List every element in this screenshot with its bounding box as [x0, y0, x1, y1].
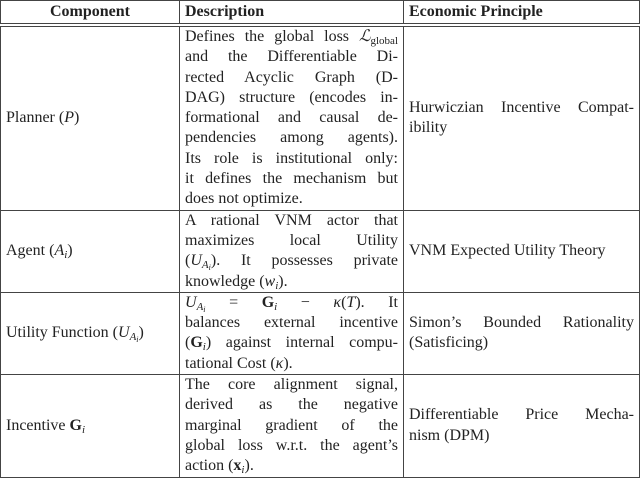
economic-principle-cell	[404, 375, 640, 477]
segment	[409, 406, 634, 423]
description-cell	[180, 375, 404, 477]
text-segment: Defines the global loss	[185, 28, 359, 45]
subscript-text: i	[64, 249, 68, 262]
segment	[409, 119, 447, 136]
segment	[202, 259, 211, 271]
segment	[333, 294, 341, 311]
text-segment: marginal gradient of the	[185, 416, 398, 434]
text-segment: nism (DPM)	[409, 426, 490, 444]
segment	[355, 294, 398, 311]
segment	[64, 109, 74, 126]
text-segment: (	[185, 252, 191, 270]
segment	[185, 48, 398, 65]
segment	[54, 242, 64, 259]
text-line	[409, 98, 634, 118]
subscript-text: A	[129, 331, 137, 344]
text-line	[185, 189, 398, 209]
text-segment: )	[73, 109, 80, 127]
segment	[6, 417, 70, 434]
segment	[185, 28, 359, 45]
text-segment: and the Differentiable Di-	[185, 48, 398, 66]
segment	[409, 99, 634, 116]
text-line	[409, 118, 634, 138]
text-segment: )	[138, 324, 144, 342]
text-segment: action (	[185, 457, 234, 475]
segment	[118, 324, 130, 341]
text-line	[185, 211, 398, 231]
segment	[206, 294, 262, 311]
text-segment: Differentiable Price Mecha-	[409, 406, 634, 424]
text-line	[185, 251, 398, 271]
header-description: Description	[180, 1, 404, 26]
segment	[185, 150, 398, 167]
text-line	[185, 395, 398, 415]
text-segment: balances external incentive	[185, 314, 398, 332]
description-cell	[180, 25, 404, 210]
text-segment: Hurwiczian Incentive Compat-	[409, 99, 634, 117]
text-segment: A rational VNM actor that	[185, 211, 398, 229]
segment	[82, 424, 85, 436]
text-segment: ). It possesses private	[210, 252, 398, 270]
text-segment: ) against internal compu-	[205, 334, 398, 352]
text-segment: T	[346, 293, 356, 311]
segment	[185, 109, 398, 126]
text-segment: rected Acyclic Graph (D-	[185, 68, 398, 86]
subscript-text: i	[202, 341, 206, 354]
text-segment: Incentive	[6, 416, 70, 434]
subscript-text: i	[136, 335, 139, 345]
segment	[185, 396, 398, 413]
segment	[409, 242, 606, 259]
text-segment: ).	[278, 272, 288, 290]
text-segment: derived as the negative	[185, 396, 398, 414]
description-cell	[180, 292, 404, 374]
text-segment: )	[67, 242, 73, 260]
text-segment: global loss w.r.t. the agent’s	[185, 436, 398, 454]
segment	[185, 129, 398, 146]
header-economic-principle: Economic Principle	[404, 1, 640, 26]
segment	[74, 109, 79, 126]
text-segment: G	[261, 293, 275, 311]
text-segment: w	[264, 272, 276, 290]
text-segment: tational Cost (	[185, 354, 276, 372]
header-row	[1, 1, 640, 26]
text-line	[6, 241, 174, 261]
text-segment: (	[341, 293, 347, 311]
text-segment: −	[277, 293, 334, 311]
segment	[6, 109, 64, 126]
text-segment: x	[233, 457, 242, 475]
text-line	[185, 47, 398, 67]
text-segment: (Satisficing)	[409, 334, 489, 352]
text-segment: Utility Function (	[6, 324, 118, 342]
text-line	[185, 68, 398, 88]
segment	[190, 334, 202, 351]
text-line	[185, 128, 398, 148]
text-line	[6, 323, 174, 343]
text-line	[185, 456, 398, 476]
segment	[409, 334, 488, 351]
text-segment: κ	[333, 293, 342, 311]
segment	[185, 376, 398, 393]
text-line	[185, 272, 398, 292]
component-cell	[1, 375, 180, 477]
segment	[67, 242, 72, 259]
text-line	[185, 333, 398, 353]
description-cell	[180, 210, 404, 292]
segment	[346, 294, 355, 311]
header-component: Component	[1, 1, 180, 26]
text-segment: it defines the mechanism but	[185, 170, 398, 188]
segment	[283, 355, 292, 372]
table-row	[1, 25, 640, 210]
text-segment: =	[205, 293, 262, 311]
segment	[409, 427, 489, 444]
text-line	[409, 426, 634, 446]
segment	[206, 334, 398, 351]
text-line	[185, 416, 398, 436]
text-line	[185, 436, 398, 456]
subscript-text: global	[370, 35, 398, 47]
text-line	[409, 333, 634, 353]
text-segment: ℒ	[358, 28, 371, 45]
segment	[371, 35, 399, 47]
text-line	[6, 108, 174, 128]
subscript-text: i	[274, 300, 278, 313]
segment	[244, 457, 253, 474]
text-line	[185, 108, 398, 128]
segment	[264, 272, 279, 292]
text-segment: κ	[275, 354, 284, 372]
text-line	[185, 169, 398, 189]
subscript-text: i	[81, 423, 86, 436]
segment	[185, 355, 276, 372]
segment	[197, 301, 206, 313]
text-line	[185, 27, 398, 47]
subscript-text: i	[241, 464, 245, 477]
segment	[185, 273, 265, 290]
segment	[130, 331, 139, 343]
text-line	[185, 293, 398, 313]
segment	[185, 212, 398, 229]
component-cell	[1, 25, 180, 210]
segment	[185, 457, 233, 474]
text-line	[185, 354, 398, 374]
segment	[359, 28, 371, 45]
text-line	[185, 149, 398, 169]
text-segment: P	[64, 109, 74, 127]
text-segment: does not optimize.	[185, 190, 303, 208]
economic-principle-cell	[404, 210, 640, 292]
table-row	[1, 375, 640, 477]
component-cell	[1, 210, 180, 292]
subscript-text: A	[196, 300, 204, 313]
segment	[6, 242, 54, 259]
text-segment: knowledge (	[185, 272, 265, 290]
text-line	[185, 375, 398, 395]
subscript-text: i	[275, 279, 279, 292]
segment	[6, 324, 118, 341]
text-segment: VNM Expected Utility Theory	[409, 242, 606, 260]
segment	[185, 170, 398, 187]
text-line	[409, 313, 634, 333]
text-segment: G	[69, 416, 82, 434]
text-segment: ). It	[355, 293, 398, 311]
subscript-text: A	[201, 259, 209, 272]
text-segment: Planner (	[6, 109, 65, 127]
text-segment: A	[54, 242, 65, 260]
text-segment: (	[185, 334, 191, 352]
text-line	[185, 313, 398, 333]
segment	[185, 190, 303, 207]
economic-principle-cell	[404, 25, 640, 210]
segment	[190, 252, 202, 269]
segment	[185, 294, 197, 311]
segment	[185, 417, 398, 434]
text-segment: Agent (	[6, 242, 55, 260]
text-segment: Simon’s Bounded Rationality	[409, 314, 634, 332]
segment	[277, 294, 333, 311]
segment	[211, 252, 398, 269]
segment	[185, 69, 398, 86]
text-segment: ).	[283, 354, 293, 372]
text-segment: U	[185, 293, 197, 311]
subscript-text: i	[208, 263, 211, 273]
segment	[70, 417, 82, 434]
text-segment: U	[118, 324, 130, 342]
segment	[139, 324, 144, 341]
subscript-text: i	[203, 304, 206, 314]
text-line	[185, 231, 398, 251]
text-line	[6, 416, 174, 436]
segment	[185, 314, 398, 331]
text-segment: pendencies among agents).	[185, 129, 398, 147]
text-segment: G	[190, 334, 203, 352]
table-row	[1, 292, 640, 374]
text-segment: maximizes local Utility	[185, 231, 398, 249]
table-row	[1, 210, 640, 292]
segment	[278, 273, 287, 290]
text-segment: U	[190, 252, 202, 270]
text-segment: DAG) structure (encodes in-	[185, 88, 398, 106]
segment	[409, 314, 634, 331]
component-cell	[1, 292, 180, 374]
text-line	[409, 241, 634, 261]
segment	[185, 232, 398, 249]
text-segment: Its role is institutional only:	[185, 149, 398, 167]
text-segment: ibility	[409, 119, 448, 137]
text-segment: ).	[244, 457, 254, 475]
economic-principle-cell	[404, 292, 640, 374]
text-segment: The core alignment signal,	[185, 376, 398, 394]
text-segment: formational and causal de-	[185, 109, 398, 127]
segment	[185, 437, 398, 454]
text-line	[409, 405, 634, 425]
segment	[185, 89, 398, 106]
text-line	[185, 88, 398, 108]
segment	[262, 294, 274, 311]
